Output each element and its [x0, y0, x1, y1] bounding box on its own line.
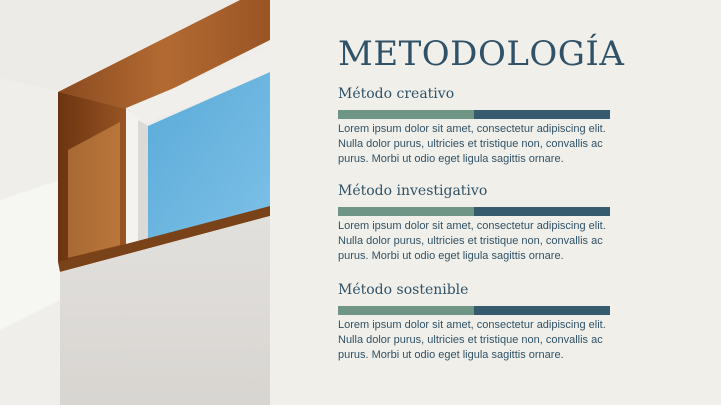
section-body-text: Lorem ipsum dolor sit amet, consectetur adipiscing elit. Nulla dolor purus, ultricies et tristique non, convallis ac purus. Morbi ut odio eget ligula sagittis ornare. [338, 220, 606, 262]
bar-green-segment [338, 110, 474, 119]
section-body-text: Lorem ipsum dolor sit amet, consectetur adipiscing elit. Nulla dolor purus, ultricies et tristique non, convallis ac purus. Morbi ut odio eget ligula sagittis ornare. [338, 319, 606, 361]
bar-blue-segment [474, 110, 610, 119]
section-heading: Método sostenible [338, 282, 469, 298]
section-divider-bar [338, 110, 610, 119]
section-metodo-sostenible [338, 282, 628, 361]
window-photo [0, 0, 270, 405]
bar-blue-segment [474, 207, 610, 216]
section-metodo-creativo [338, 86, 628, 165]
section-body-text: Lorem ipsum dolor sit amet, consectetur adipiscing elit. Nulla dolor purus, ultricies et tristique non, convallis ac purus. Morbi ut odio eget ligula sagittis ornare. [338, 123, 606, 165]
section-metodo-investigativo [338, 183, 628, 262]
page-title: METODOLOGÍA [338, 34, 625, 74]
bar-green-segment [338, 207, 474, 216]
section-divider-bar [338, 306, 610, 315]
bar-green-segment [338, 306, 474, 315]
section-divider-bar [338, 207, 610, 216]
section-heading: Método creativo [338, 86, 455, 102]
bar-blue-segment [474, 306, 610, 315]
section-heading: Método investigativo [338, 183, 488, 199]
